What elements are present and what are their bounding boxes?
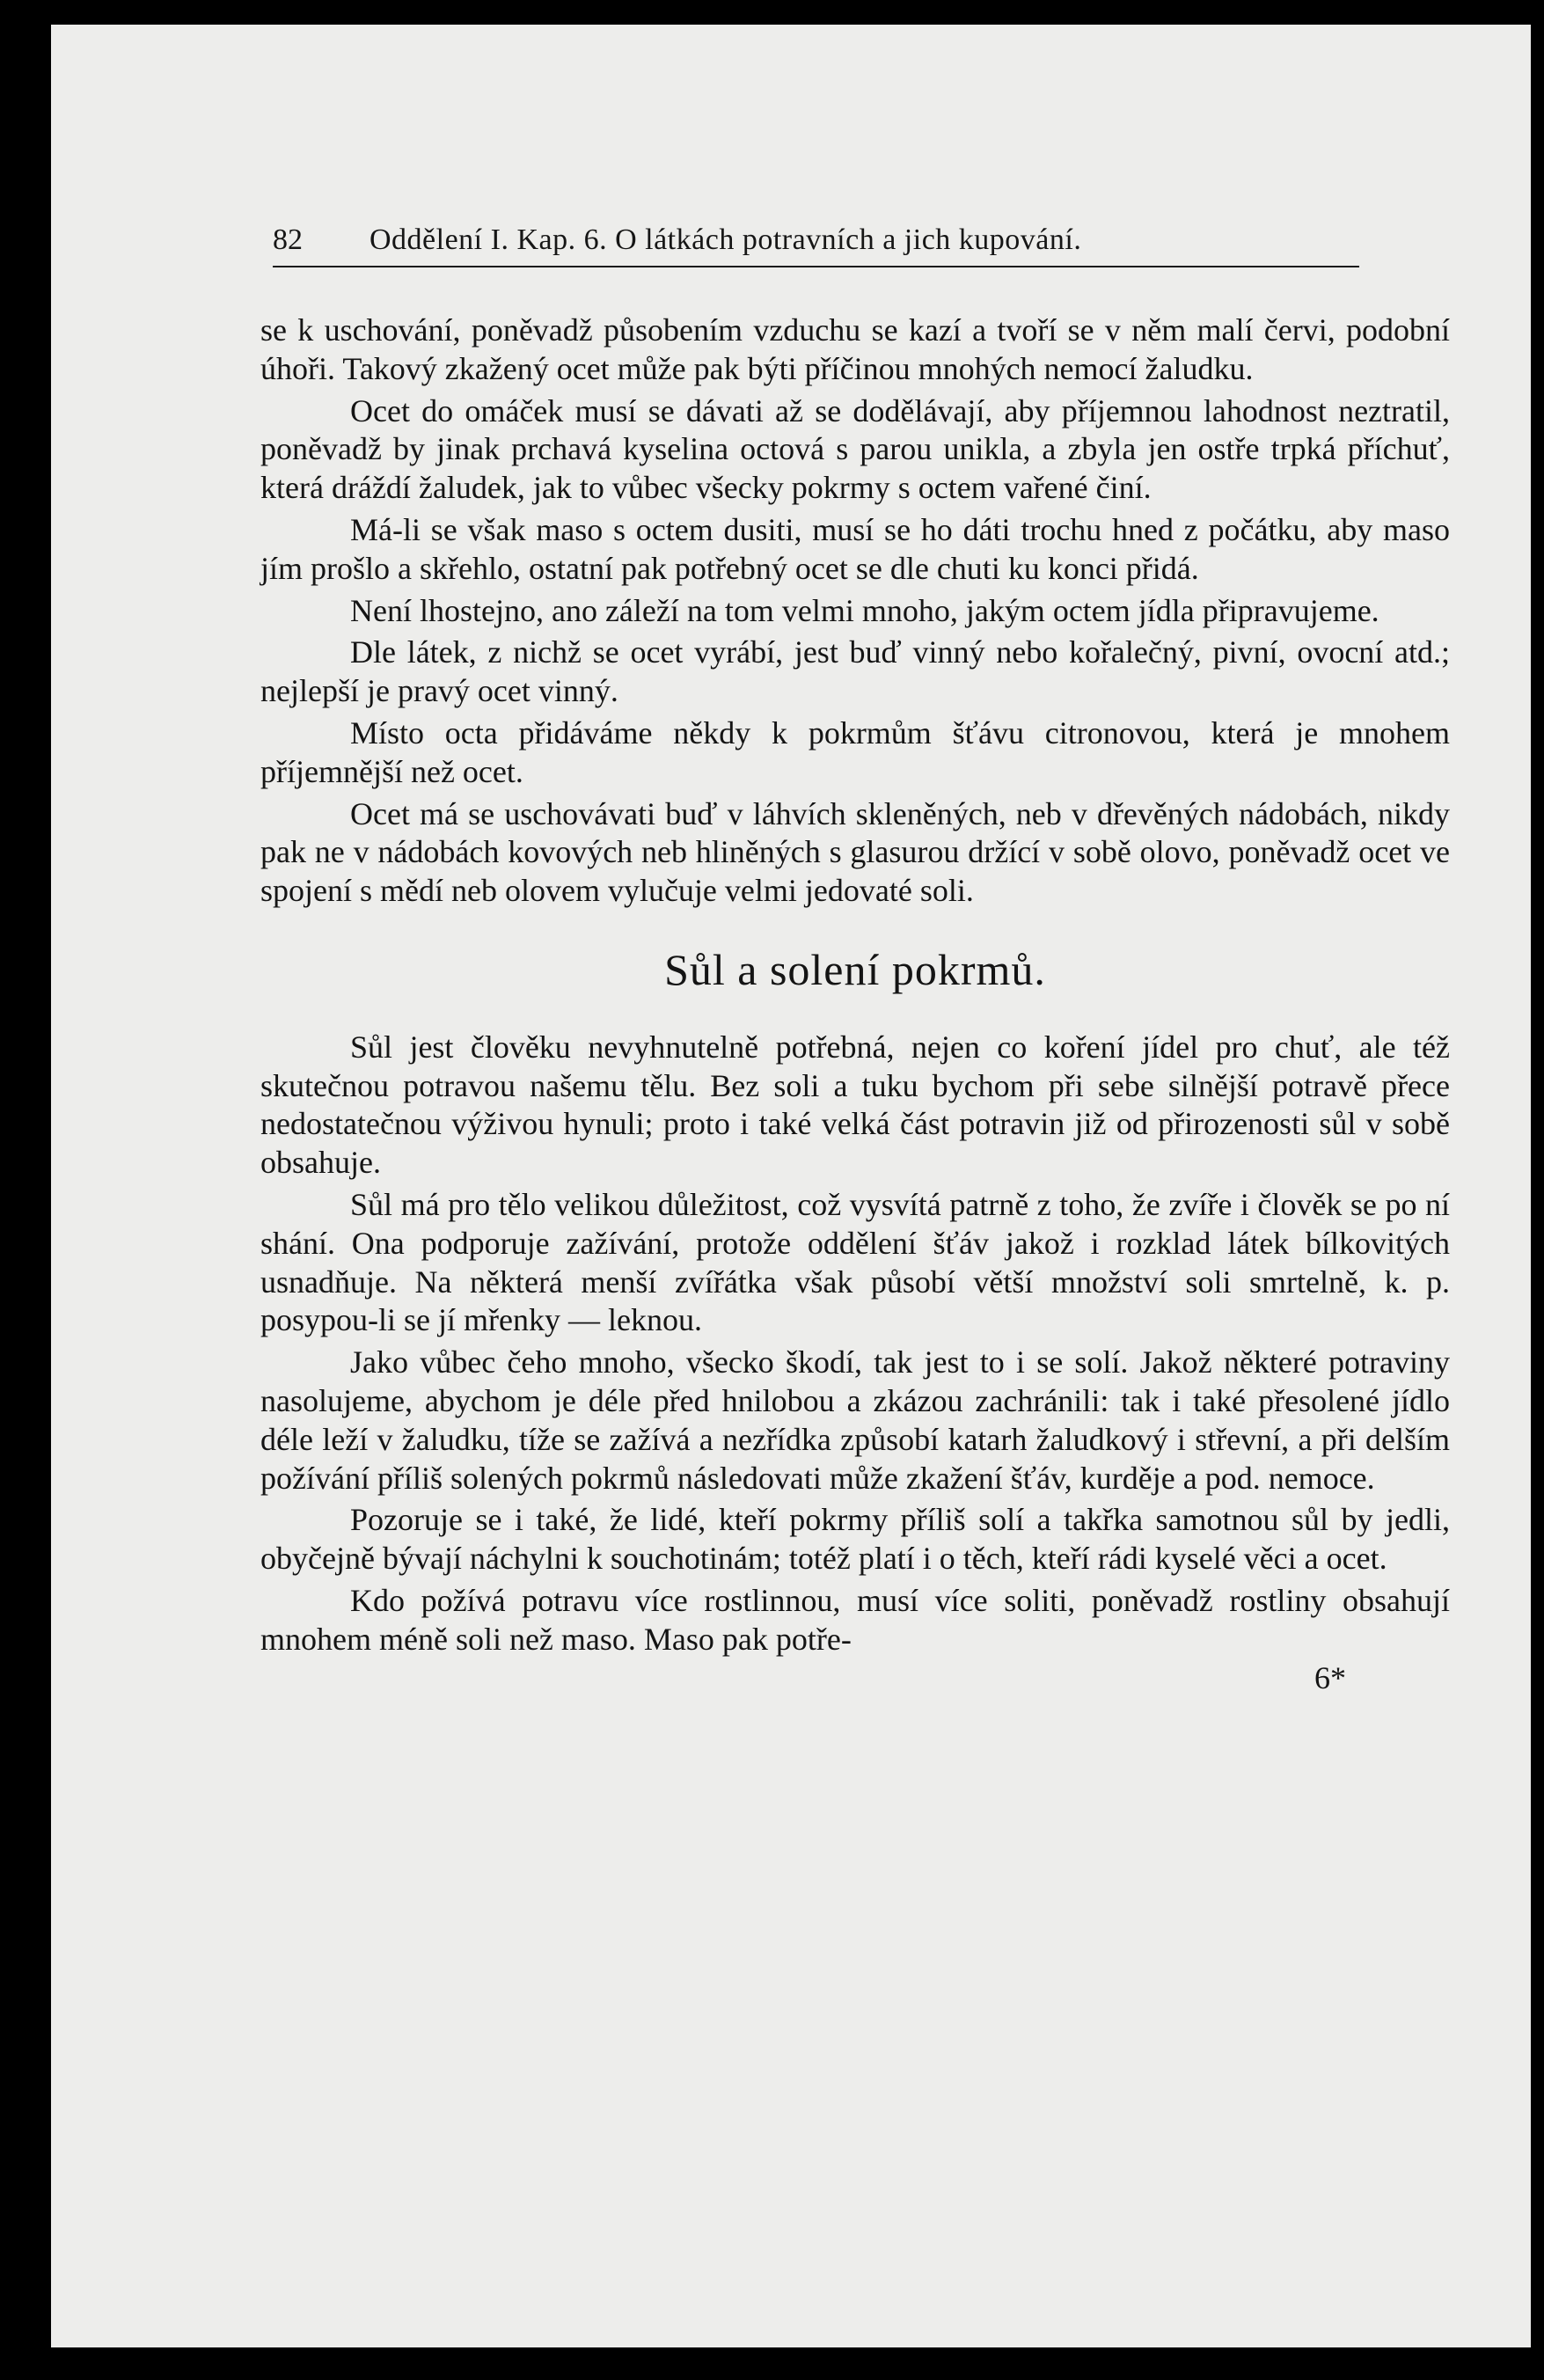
paragraph: Dle látek, z nichž se ocet vyrábí, jest buď vinný nebo kořalečný, pivní, ovocní atd.; nejlepší je pravý ocet vinný. bbox=[260, 634, 1450, 709]
paragraph: Sůl jest člověku nevyhnutelně potřebná, nejen co koření jídel pro chuť, ale též skutečnou potravou našemu tělu. Bez soli a tuku bychom při sebe silnější potravě přece nedostatečnou výživou hynuli; proto i také velká část potravin již od přirozenosti sůl v sobě obsahuje. bbox=[260, 1029, 1450, 1181]
paragraph: Jako vůbec čeho mnoho, všecko škodí, tak jest to i se solí. Jakož některé potraviny nasolujeme, abychom je déle před hnilobou a zkázou zachránili: tak i také přesolené jídlo déle leží v žaludku, tíže se zažívá a nezřídka způsobí katarh žaludkový i střevní, a při delším požívání příliš solených pokrmů následovati může zkažení šťáv, kurděje a pod. nemoce. bbox=[260, 1344, 1450, 1496]
paragraph: Kdo požívá potravu více rostlinnou, musí více soliti, poněvadž rostliny obsahují mnohem méně soli než maso. Maso pak potře- bbox=[260, 1582, 1450, 1657]
paragraph: Pozoruje se i také, že lidé, kteří pokrmy příliš solí a takřka samotnou sůl by jedli, obyčejně bývají náchylni k souchotinám; totéž platí i o těch, kteří rádi kyselé věci a ocet. bbox=[260, 1502, 1450, 1577]
paragraph: se k uschování, poněvadž působením vzduchu se kazí a tvoří se v něm malí červi, podobní úhoři. Takový zkažený ocet může pak býti příčinou mnohých nemocí žaludku. bbox=[260, 312, 1450, 386]
section-heading: Sůl a solení pokrmů. bbox=[664, 944, 1046, 994]
paragraph: Ocet do omáček musí se dávati až se dodělávají, aby příjemnou lahodnost neztratil, poněvadž by jinak prchavá kyselina octová s parou unikla, a zbyla jen ostře trpká příchuť, která dráždí žaludek, jak to vůbec všecky pokrmy s octem vařené činí. bbox=[260, 392, 1450, 506]
paragraph: Není lhostejno, ano záleží na tom velmi mnoho, jakým octem jídla připravujeme. bbox=[350, 592, 1379, 628]
paragraph: Ocet má se uschovávati buď v láhvích skleněných, neb v dřevěných nádobách, nikdy pak ne v nádobách kovových neb hliněných s glasurou držící v sobě olovo, poněvadž ocet ve spojení s mědí neb olovem vylučuje velmi jedovaté soli. bbox=[260, 795, 1450, 909]
running-header bbox=[273, 220, 1359, 267]
body-text bbox=[260, 311, 1450, 1697]
signature-mark: 6* bbox=[1314, 1659, 1346, 1695]
page-number: 82 bbox=[273, 223, 303, 256]
paragraph: Místo octa přidáváme někdy k pokrmům šťávu citronovou, která je mnohem příjemnější než ocet. bbox=[260, 714, 1450, 789]
paragraph: Sůl má pro tělo velikou důležitost, což vysvítá patrně z toho, že zvíře i člověk se po ní shání. Ona podporuje zažívání, protože oddělení šťáv jakož i rozklad látek bílkovitých usnadňuje. Na některá menší zvířátka však působí větší množství soli smrtelně, k. p. posypou-li se jí mřenky — leknou. bbox=[260, 1186, 1450, 1338]
running-title: Oddělení I. Kap. 6. O látkách potravních a jich kupování. bbox=[370, 223, 1082, 256]
book-page bbox=[51, 25, 1531, 2347]
paragraph: Má-li se však maso s octem dusiti, musí se ho dáti trochu hned z počátku, aby maso jím prošlo a skřehlo, ostatní pak potřebný ocet se dle chuti ku konci přidá. bbox=[260, 511, 1450, 586]
